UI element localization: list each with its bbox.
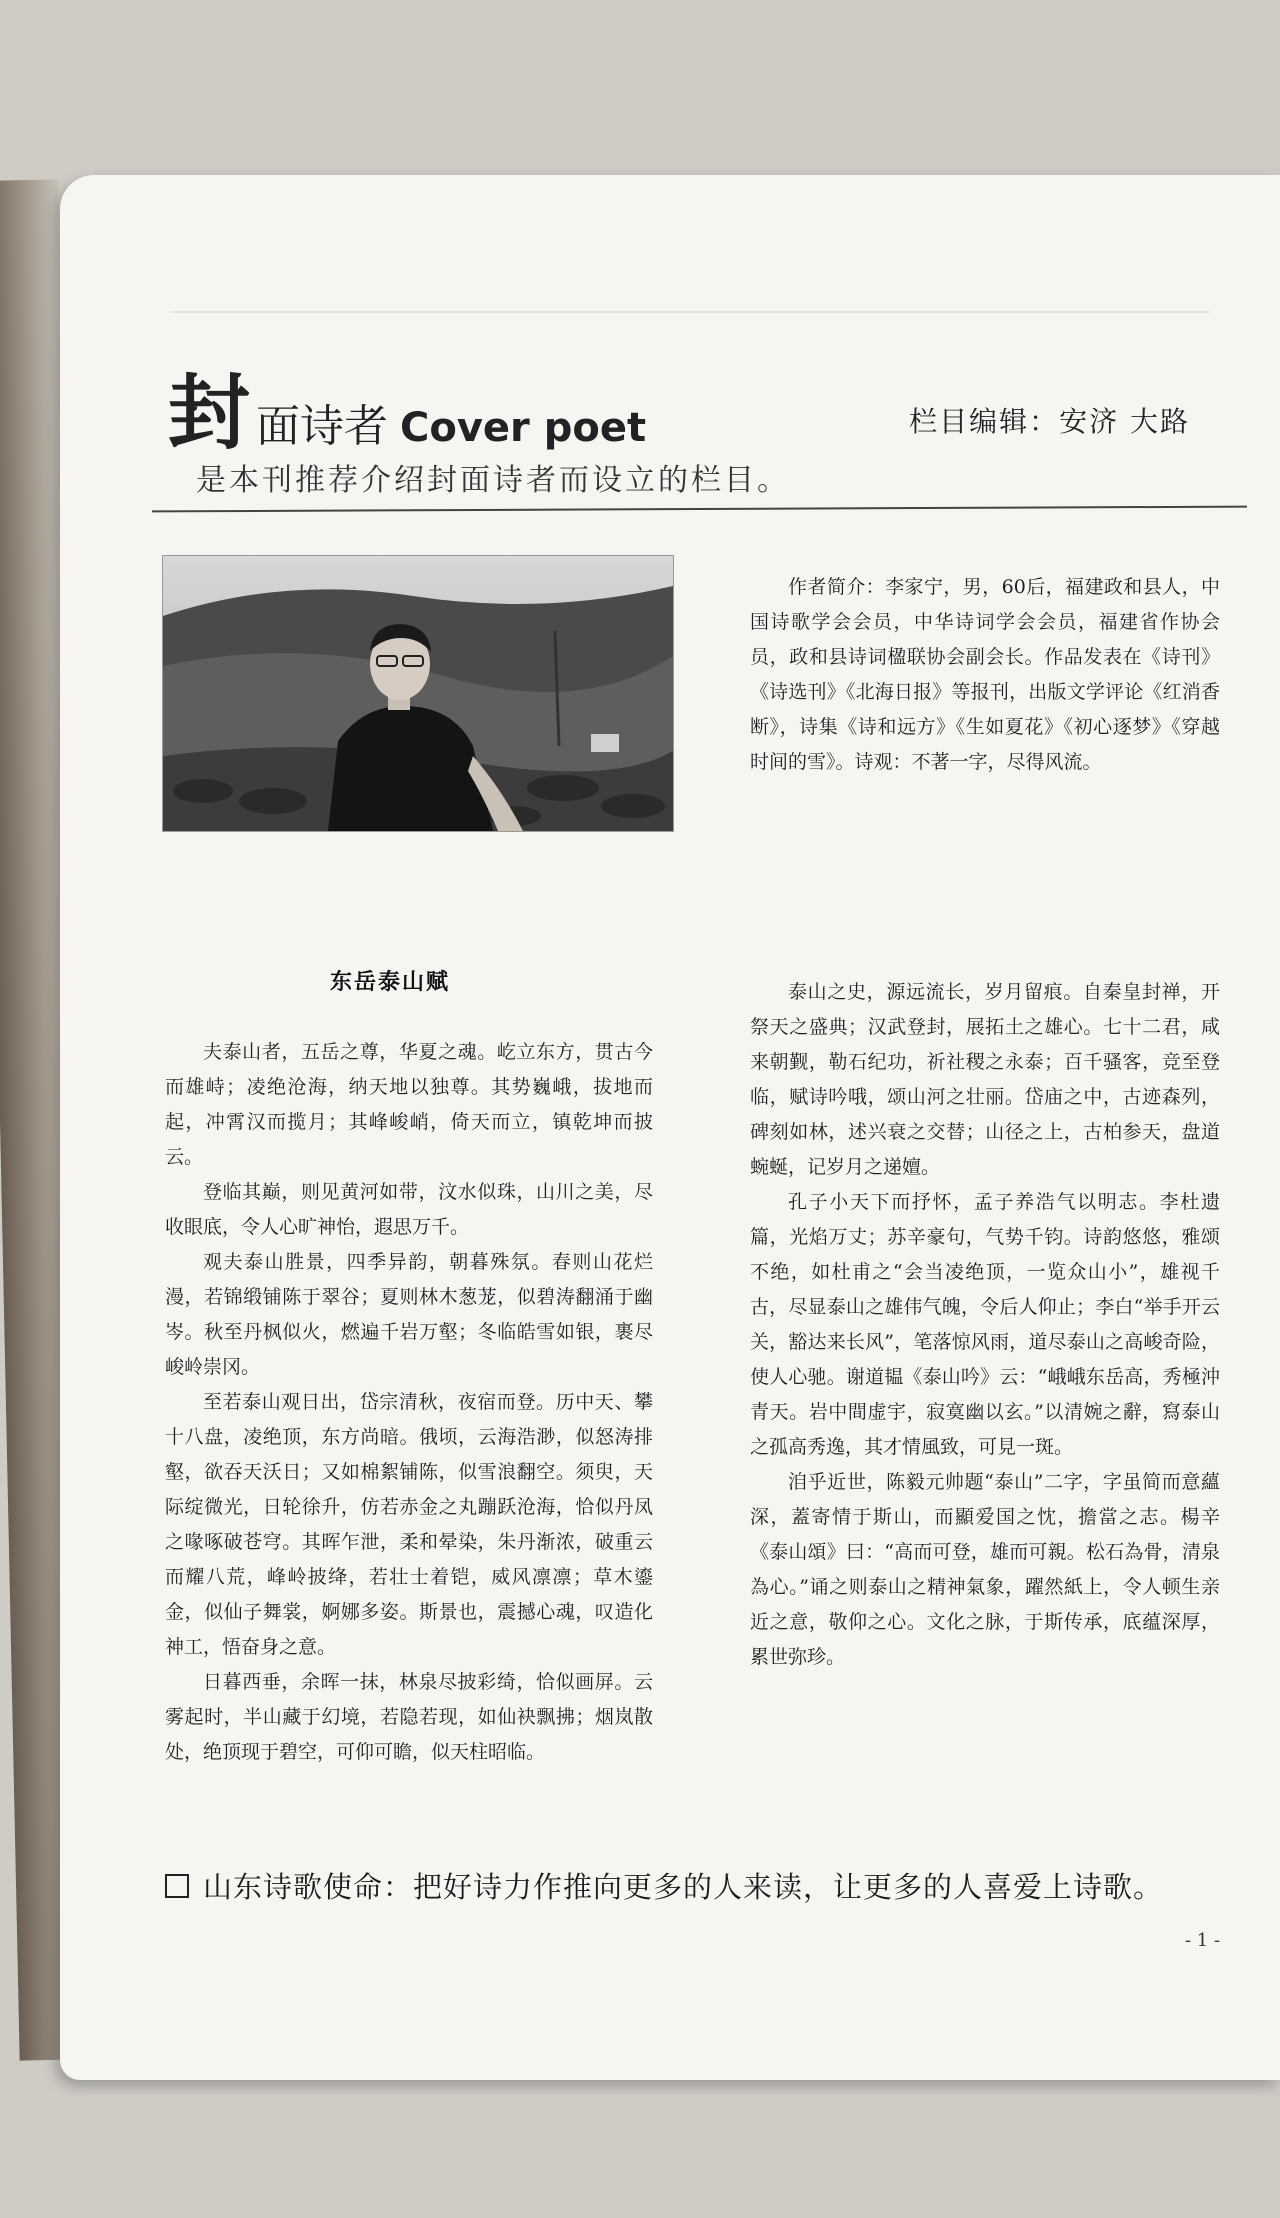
poem-paragraph: 登临其巅，则见黄河如带，汶水似珠，山川之美，尽收眼底，令人心旷神怡，遐思万千。 (165, 1181, 653, 1238)
mission-text: 山东诗歌使命：把好诗力作推向更多的人来读，让更多的人喜爱上诗歌。 (203, 1870, 1164, 1904)
column-title (168, 348, 646, 465)
poem-paragraph: 至若泰山观日出，岱宗清秋，夜宿而登。历中天、攀十八盘，凌绝顶，东方尚暗。俄顷，云海浩渺，似怒涛排壑，欲吞天沃日；又如棉絮铺陈，似雪浪翻空。须臾，天际绽微光，日轮徐升，仿若赤金之丸蹦跃沧海，恰似丹凤之喙啄破苍穹。其晖乍泄，柔和晕染，朱丹渐浓，破重云而耀八荒，峰岭披绛，若壮士着铠，威风凛凛；草木鎏金，似仙子舞裳，婀娜多姿。斯景也，震撼心魂，叹造化神工，悟奋身之意。 (165, 1391, 653, 1658)
poem-left-column (165, 1035, 653, 1770)
poem-paragraph: 孔子小天下而抒怀，孟子养浩气以明志。李杜遗篇，光焰万丈；苏辛豪句，气势千钧。诗韵悠悠，雅颂不绝，如杜甫之“会当凌绝顶，一览众山小”，雄视千古，尽显泰山之雄伟气魄，令后人仰止；李白“举手开云关，豁达来长风”，笔落惊风雨，道尽泰山之高峻奇险，使人心驰。谢道韫《泰山吟》云：“峨峨东岳高，秀極沖青天。岩中間虚宇，寂寞幽以玄。”以清婉之辭，寫泰山之孤高秀逸，其才情風致，可見一斑。 (750, 1191, 1220, 1458)
portrait-photo-icon (163, 556, 673, 831)
column-editors: 栏目编辑：安济 大路 (909, 405, 1190, 438)
author-bio (750, 570, 1220, 780)
page-number: - 1 - (1185, 1930, 1221, 1951)
poem-right-column (750, 975, 1220, 1675)
poem-title: 东岳泰山赋 (330, 970, 451, 995)
title-rest: 面诗者 (256, 401, 389, 452)
poem-paragraph: 洎乎近世，陈毅元帅题“泰山”二字，字虽简而意蘊深，蓋寄情于斯山，而顯爱国之忱，擔當之志。楊辛《泰山頌》曰：“高而可登，雄而可親。松石為骨，清泉為心。”诵之则泰山之精神氣象，躍然紙上，令人顿生亲近之意，敬仰之心。文化之脉，于斯传承，底蕴深厚，累世弥珍。 (750, 1471, 1220, 1668)
poem-paragraph: 日暮西垂，余晖一抹，林泉尽披彩绮，恰似画屏。云雾起时，半山藏于幻境，若隐若现，如仙袂飘拂；烟岚散处，绝顶现于碧空，可仰可瞻，似天柱昭临。 (165, 1671, 653, 1763)
checkbox-square-icon (165, 1874, 189, 1898)
poem-paragraph: 夫泰山者，五岳之尊，华夏之魂。屹立东方，贯古今而雄峙；凌绝沧海，纳天地以独尊。其势巍峨，拔地而起，冲霄汉而揽月；其峰峻峭，倚天而立，镇乾坤而披云。 (165, 1041, 653, 1168)
show-through-header (170, 285, 1210, 313)
author-photo (162, 555, 674, 832)
mission-statement (165, 1865, 1163, 1906)
poem-paragraph: 泰山之史，源远流长，岁月留痕。自秦皇封禅，开祭天之盛典；汉武登封，展拓土之雄心。七十二君，咸来朝觐，勒石纪功，祈社稷之永泰；百千骚客，竞至登临，赋诗吟哦，颂山河之壮丽。岱庙之中，古迹森列，碑刻如林，述兴衰之交替；山径之上，古柏参天，盘道蜿蜒，记岁月之递嬗。 (750, 981, 1220, 1178)
poem-paragraph: 观夫泰山胜景，四季异韵，朝暮殊氛。春则山花烂漫，若锦缎铺陈于翠谷；夏则林木葱茏，似碧涛翻涌于幽岑。秋至丹枫似火，燃遍千岩万壑；冬临皓雪如银，裹尽峻岭崇冈。 (165, 1251, 653, 1378)
title-large-char: 封 (168, 365, 251, 461)
title-english: Cover poet (400, 405, 647, 451)
column-subtitle: 是本刊推荐介绍封面诗者而设立的栏目。 (196, 463, 790, 498)
bio-paragraph: 作者简介：李家宁，男，60后，福建政和县人，中国诗歌学会会员，中华诗词学会会员，福建省作协会员，政和县诗词楹联协会副会长。作品发表在《诗刊》《诗选刊》《北海日报》等报刊，出版文学评论《红消香断》，诗集《诗和远方》《生如夏花》《初心逐梦》《穿越时间的雪》。诗观：不著一字，尽得风流。 (750, 576, 1220, 773)
